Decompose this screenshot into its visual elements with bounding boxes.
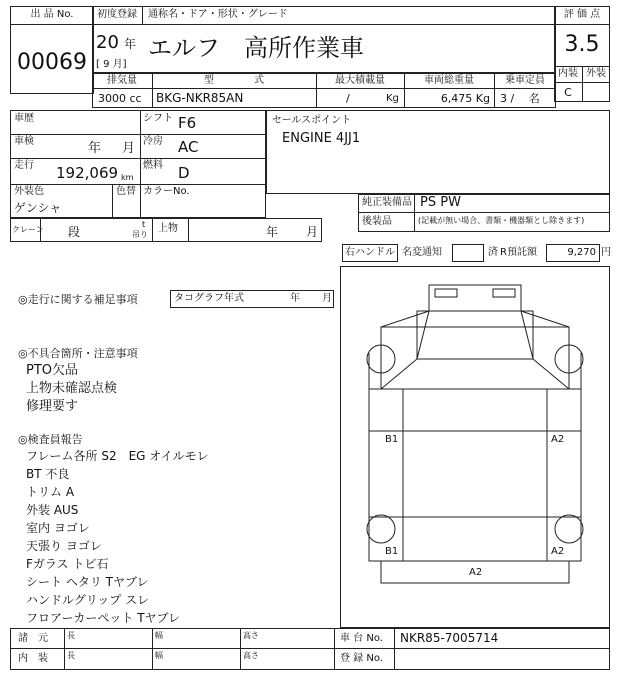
sales-point-label: セールスポイント — [272, 115, 352, 126]
aftermarket-note: (記載が無い場合、書類・機器類とし除きます) — [418, 216, 585, 225]
defects-title: ◎不具合箇所・注意事項 — [18, 347, 138, 360]
shift-value: F6 — [178, 114, 197, 132]
inspector-item: フロアーカーペット Tヤブレ — [26, 611, 181, 625]
crane-ton: t — [142, 220, 146, 229]
lot-no-label: 出 品 No. — [30, 9, 74, 20]
defect-item: 上物未確認点検 — [26, 381, 118, 396]
interior-grade: C — [564, 86, 572, 99]
tax-label: R預託額 — [500, 247, 537, 258]
color-label: 外装色 — [14, 186, 44, 197]
tacho-label: タコグラフ年式 — [174, 293, 244, 304]
max-load-unit: Kg — [386, 93, 399, 104]
tax-prefix: 済 — [488, 247, 498, 258]
crane-label: クレーン — [12, 225, 44, 234]
chassis-no: NKR85-7005714 — [400, 631, 499, 645]
color-number-label: カラーNo. — [143, 186, 190, 197]
tacho-month: 月 — [322, 293, 332, 304]
sales-point-value: ENGINE 4JJ1 — [282, 131, 361, 146]
inspection-month: 月 — [122, 141, 136, 156]
first-reg-year-unit: 年 — [124, 37, 137, 51]
displacement-label: 排気量 — [107, 75, 137, 86]
defect-item: PTO欠品 — [26, 363, 79, 378]
supplement-title: ◎走行に関する補足事項 — [18, 293, 138, 306]
inspector-item: BT 不良 — [26, 467, 70, 481]
equipment-value: PS PW — [420, 195, 461, 210]
model-type: BKG-NKR85AN — [156, 91, 244, 105]
inspector-item: 天張り ヨゴレ — [26, 539, 102, 553]
type-label: 型 式 — [204, 75, 264, 86]
inspector-title: ◎検査員報告 — [18, 433, 83, 446]
crane-hang: 吊り — [132, 230, 148, 239]
capacity-label: 乗車定員 — [505, 75, 545, 86]
damage-mark: A2 — [551, 546, 565, 557]
rating-value: 3.5 — [564, 32, 600, 57]
gross-weight: 6,475 Kg — [440, 92, 490, 105]
width-label: 幅 — [155, 651, 163, 660]
length-label: 長 — [67, 651, 75, 660]
exterior-grade-label: 外装 — [586, 68, 606, 79]
damage-mark: B1 — [385, 546, 399, 557]
name-change-box — [452, 244, 484, 262]
fuel-label: 燃料 — [143, 160, 163, 171]
inspector-item: Fガラス トビ石 — [26, 557, 109, 571]
first-reg-year: 20 — [96, 32, 119, 53]
color-change-label: 色替 — [116, 186, 136, 197]
damage-mark: A2 — [469, 567, 483, 578]
crane-stage: 段 — [68, 225, 81, 239]
footer-table — [10, 628, 610, 670]
model-name-label: 通称名・ドア・形状・グレード — [148, 9, 288, 20]
inspection-year: 年 — [88, 141, 102, 156]
rating-label: 評 価 点 — [563, 9, 601, 20]
max-load-label: 最大積載量 — [335, 75, 385, 86]
aircon-value: AC — [178, 138, 199, 156]
interior-label: 内 装 — [18, 653, 48, 664]
rhd-label: 右ハンドル — [345, 247, 395, 258]
inspector-item: トリム A — [26, 485, 75, 499]
color-value: ゲンシャ — [14, 201, 62, 215]
displacement: 3000 cc — [98, 92, 142, 105]
history-label: 車歴 — [14, 113, 34, 124]
first-reg-month: [ 9 月] — [96, 59, 127, 70]
interior-grade-label: 内装 — [558, 68, 578, 79]
upper-label: 上物 — [158, 223, 178, 234]
tacho-year: 年 — [290, 293, 300, 304]
mileage-unit: km — [121, 173, 134, 182]
capacity: 3 / 名 — [500, 92, 540, 105]
lot-no: 00069 — [17, 50, 87, 75]
name-change-label: 名変通知 — [402, 247, 442, 258]
inspector-item: 外装 AUS — [26, 503, 79, 517]
chassis-label: 車 台 No. — [340, 633, 383, 644]
defect-item: 修理要す — [26, 399, 79, 414]
length-label: 長 — [67, 631, 75, 640]
equipment-label: 純正装備品 — [362, 197, 412, 208]
mileage-label: 走行 — [14, 160, 34, 171]
vehicle-diagram — [340, 266, 610, 628]
fuel-value: D — [178, 164, 190, 182]
inspector-item: シート ヘタリ Tヤブレ — [26, 575, 149, 589]
width-label: 幅 — [155, 631, 163, 640]
aircon-label: 冷房 — [143, 136, 163, 147]
mileage-value: 192,069 — [56, 164, 119, 182]
inspection-label: 車検 — [14, 136, 34, 147]
inspector-item: 室内 ヨゴレ — [26, 521, 90, 535]
damage-mark: A2 — [551, 434, 565, 445]
inspector-item: ハンドルグリップ スレ — [26, 593, 150, 607]
damage-mark: B1 — [385, 434, 399, 445]
specs-label: 諸 元 — [18, 633, 48, 644]
registration-label: 登 録 No. — [340, 653, 383, 664]
gross-weight-label: 車両総重量 — [424, 75, 474, 86]
tax-value: 9,270 — [567, 247, 596, 258]
height-label: 高さ — [243, 651, 259, 660]
first-reg-label: 初度登録 — [97, 9, 137, 20]
max-load: / — [346, 92, 350, 105]
height-label: 高さ — [243, 631, 259, 640]
shift-label: シフト — [143, 113, 173, 124]
car-name: エルフ 高所作業車 — [148, 34, 364, 62]
aftermarket-label: 後装品 — [362, 216, 392, 227]
inspector-item: フレーム各所 S2 EG オイルモレ — [26, 449, 209, 463]
upper-year: 年 — [266, 225, 279, 239]
upper-month: 月 — [306, 225, 319, 239]
tax-unit: 円 — [601, 247, 611, 258]
